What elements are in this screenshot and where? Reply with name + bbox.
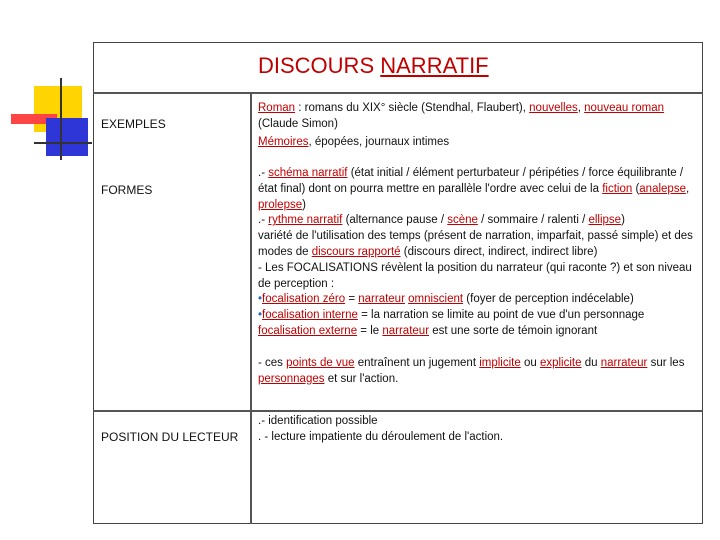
cell-position-du-lecteur: .- identification possible . - lecture impatiente du déroulement de l'action.	[258, 415, 504, 443]
cell-exemples: Roman : romans du XIX° siècle (Stendhal, Flaubert), nouvelles, nouveau roman (Claude Simon) Mémoires, épopées, journaux intimes	[258, 102, 665, 148]
decor-horizontal-bar	[34, 142, 92, 144]
link-discours-rapporte[interactable]: discours rapporté	[311, 245, 401, 258]
link-points-de-vue[interactable]: points de vue	[286, 356, 355, 369]
link-nouvelles[interactable]: nouvelles	[529, 102, 578, 114]
bullet-icon: •	[258, 293, 263, 306]
row-label-position-du-lecteur: POSITION DU LECTEUR	[101, 430, 239, 444]
link-focalisation-externe[interactable]: focalisation externe	[258, 324, 358, 337]
bullet-icon: •	[258, 309, 263, 322]
table-divider	[93, 92, 703, 94]
link-focalisation-interne[interactable]: focalisation interne	[262, 309, 358, 322]
link-personnages[interactable]: personnages	[258, 372, 325, 385]
link-rythme-narratif[interactable]: rythme narratif	[268, 214, 343, 227]
link-fiction[interactable]: fiction	[602, 182, 633, 195]
link-roman[interactable]: Roman	[258, 102, 296, 114]
cell-formes: .- schéma narratif (état initial / élément perturbateur / péripéties / force équilibrante / état final) dont on pourra mettre en parallèle l'ordre avec celui de la fiction (analepse, prolepse) .- rythme narratif (alternance pause / scène / sommaire / ralenti / ellipse) variété de l'utilisation des temps (présent de narration, imparfait, passé simple) et des modes de discours rapporté (discours direct, indirect, indirect libre) - Les FOCALISATIONS révèlent la position du narrateur (qui raconte ?) et son niveau de perception : •focalisation zéro = narrateur omniscient (foyer de perception indécelable) •focalisation interne = la narration se limite au point de vue d'un personnage focalisation externe = le narrateur est une sorte de témoin ignorant - ces points de vue entraînent un jugement implicite ou explicite du narrateur sur les personnages et sur l'action.	[258, 167, 693, 385]
link-focalisation-zero[interactable]: focalisation zéro	[262, 293, 346, 306]
link-narrateur[interactable]: narrateur	[382, 324, 430, 337]
link-ellipse[interactable]: ellipse	[588, 214, 622, 227]
link-implicite[interactable]: implicite	[479, 356, 521, 369]
link-explicite[interactable]: explicite	[539, 356, 582, 369]
link-analepse[interactable]: analepse	[639, 182, 686, 195]
link-narrateur[interactable]: narrateur	[358, 293, 405, 306]
link-schema-narratif[interactable]: schéma narratif	[268, 167, 348, 179]
table-divider	[93, 410, 703, 412]
table-column-divider	[250, 92, 252, 524]
link-nouveau-roman[interactable]: nouveau roman	[584, 102, 665, 114]
decor-vertical-bar	[60, 78, 62, 160]
row-label-exemples: EXEMPLES	[101, 117, 166, 131]
decor-blue-block	[46, 118, 88, 156]
page-title: DISCOURS NARRATIF	[258, 53, 489, 78]
link-scene[interactable]: scène	[447, 214, 478, 227]
row-label-formes: FORMES	[101, 183, 153, 197]
link-narrateur[interactable]: narrateur	[600, 356, 648, 369]
link-omniscient[interactable]: omniscient	[408, 293, 464, 306]
link-memoires[interactable]: Mémoires	[258, 135, 309, 148]
link-prolepse[interactable]: prolepse	[258, 198, 303, 211]
